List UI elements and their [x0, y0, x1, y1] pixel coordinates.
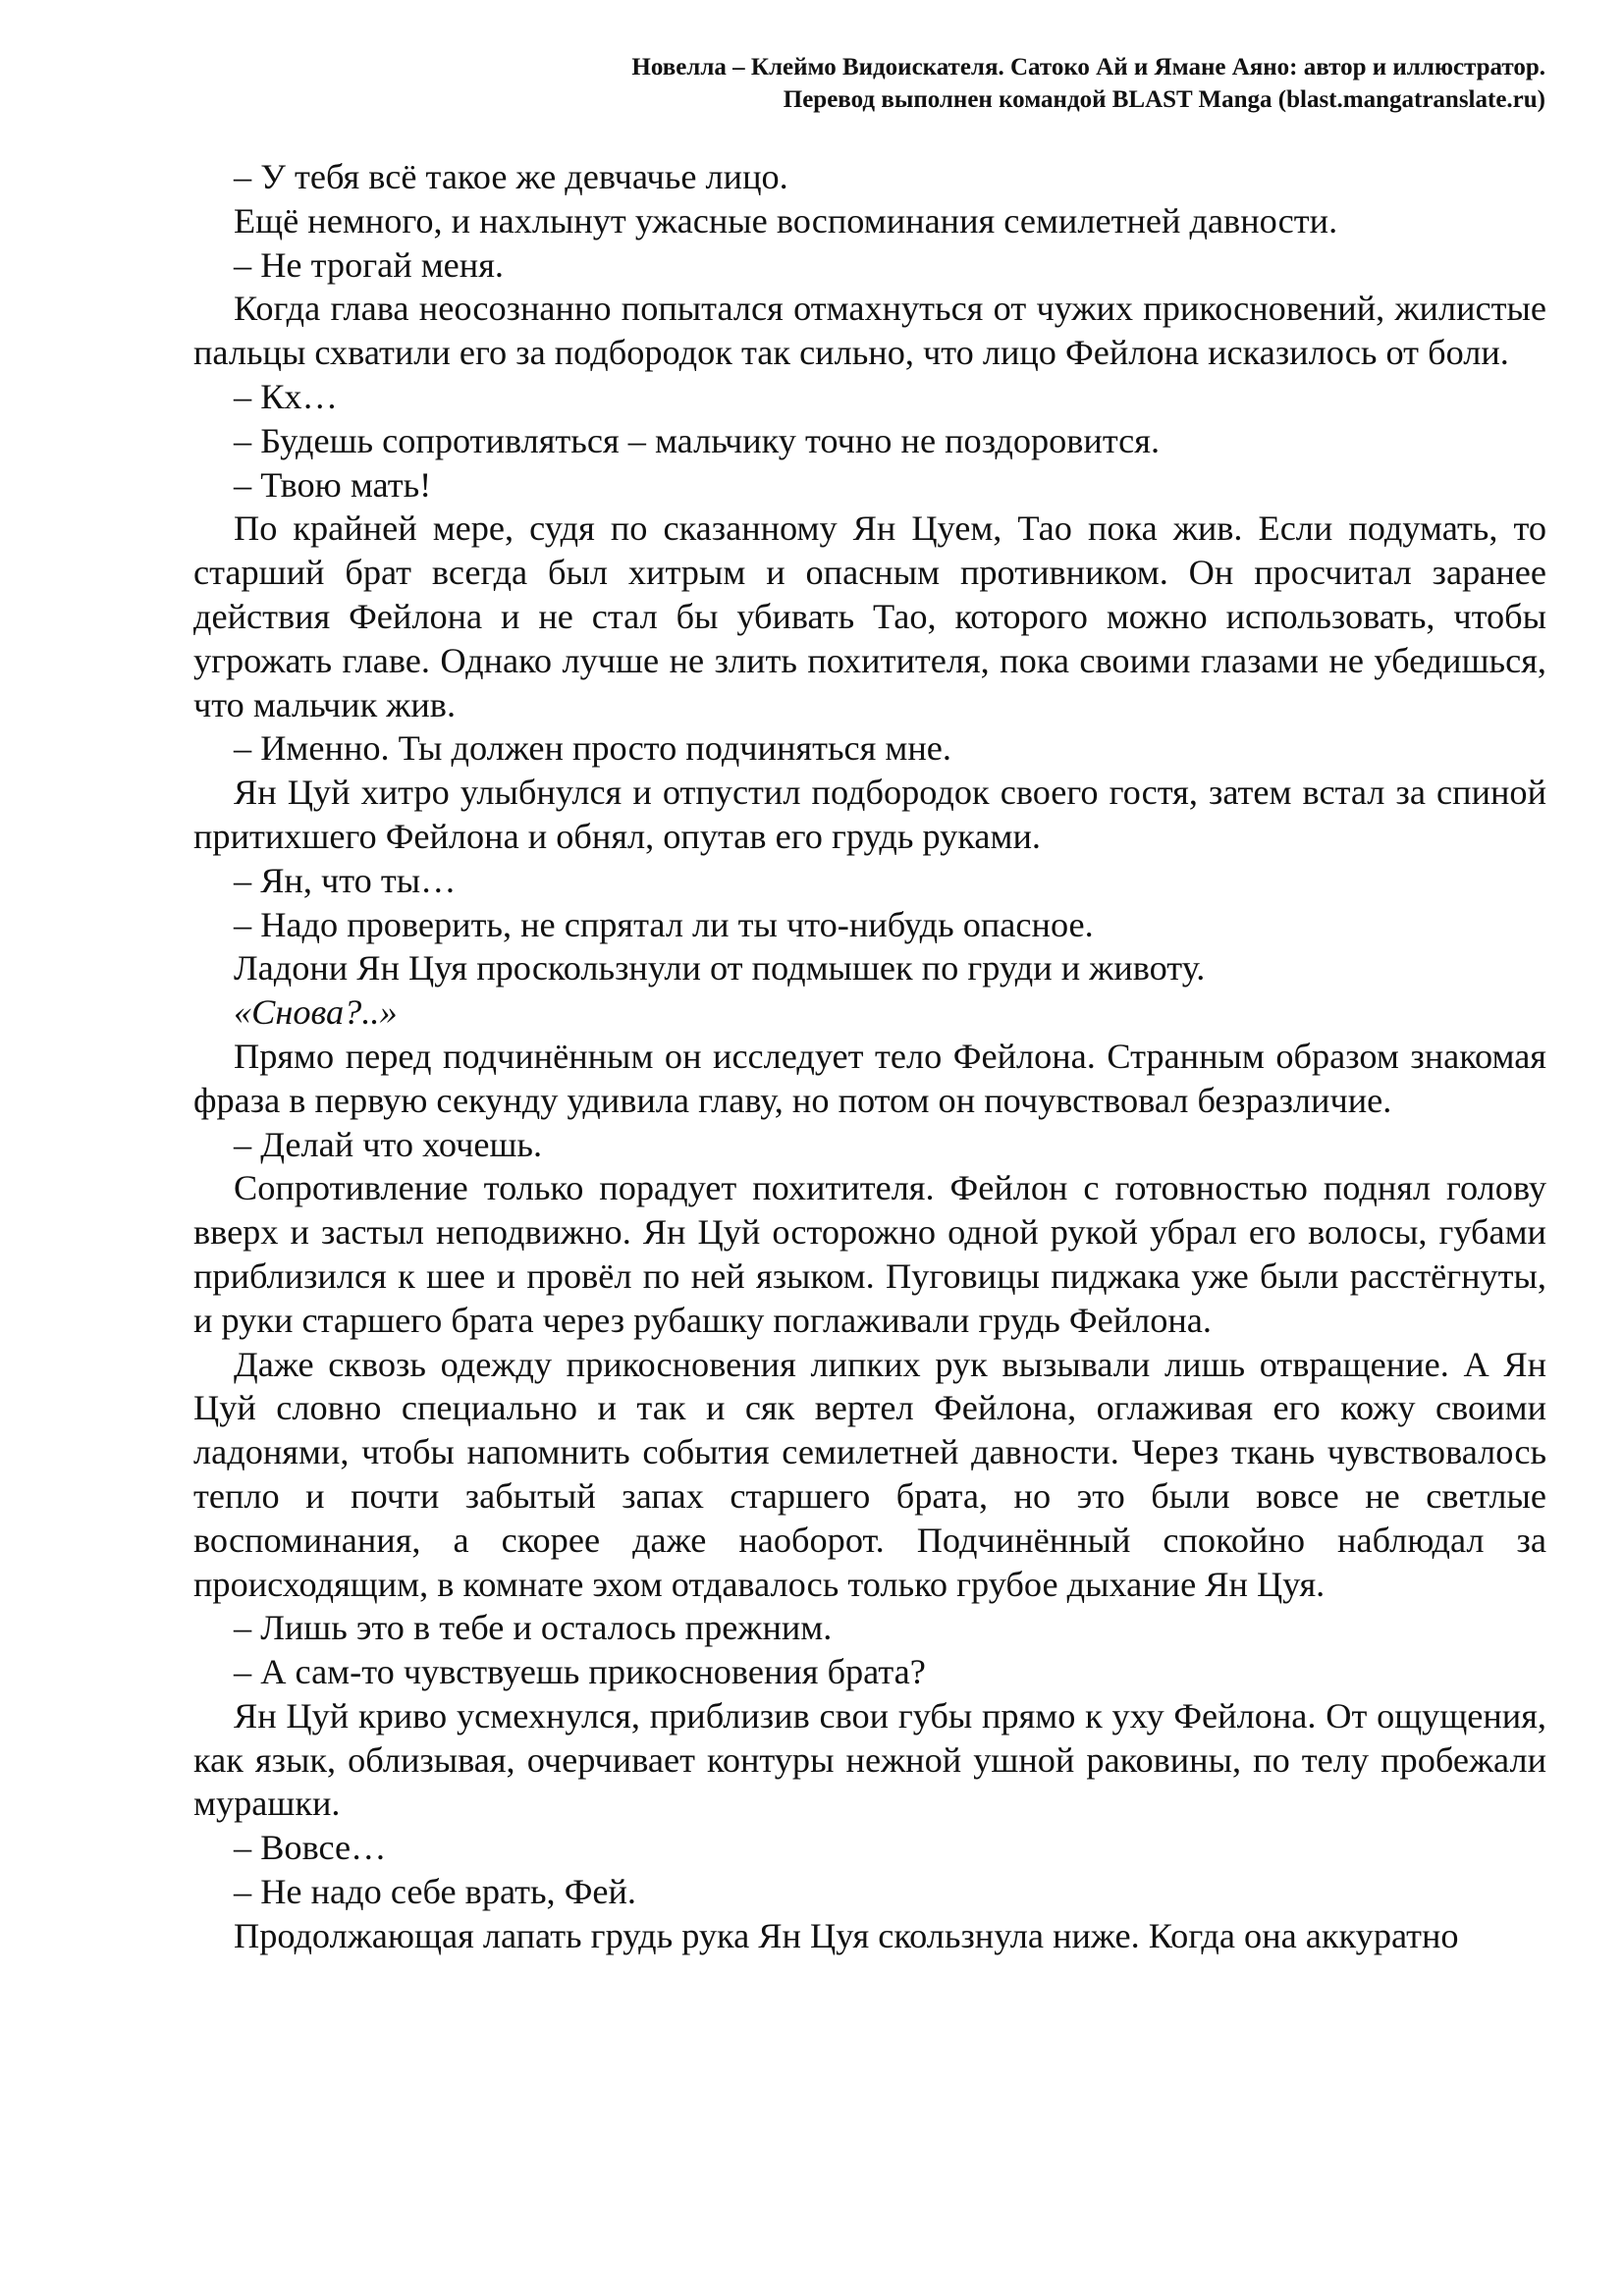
paragraph: Когда глава неосознанно попытался отмахнуться от чужих прикосновений, жилистые пальцы схватили его за подбородок так сильно, что лицо Фейлона исказилось от боли. — [193, 289, 1546, 373]
paragraph: – Не надо себе врать, Фей. — [234, 1872, 636, 1912]
paragraph: – Кх… — [234, 376, 338, 416]
paragraph: Ладони Ян Цуя проскользнули от подмышек по груди и животу. — [234, 948, 1206, 988]
paragraph: – Не трогай меня. — [234, 244, 504, 285]
paragraph: – А сам-то чувствуешь прикосновения брата? — [234, 1652, 926, 1692]
body-text — [193, 155, 1546, 1958]
header-line-title: Новелла – Клеймо Видоискателя. Сатоко Ай и Ямане Аяно: автор и иллюстратор. — [631, 54, 1545, 80]
paragraph: – У тебя всё такое же девчачье лицо. — [234, 157, 788, 196]
paragraph: Продолжающая лапать грудь рука Ян Цуя скользнула ниже. Когда она аккуратно — [234, 1915, 1459, 1955]
paragraph: – Лишь это в тебе и осталось прежним. — [234, 1608, 833, 1648]
header-line-credits: Перевод выполнен командой BLAST Manga (blast.mangatranslate.ru) — [783, 86, 1545, 113]
paragraph: – Ян, что ты… — [234, 860, 457, 900]
paragraph: – Надо проверить, не спрятал ли ты что-нибудь опасное. — [234, 904, 1094, 944]
paragraph: – Будешь сопротивляться – мальчику точно не поздоровится. — [234, 420, 1161, 460]
paragraph: Ещё немного, и нахлынут ужасные воспоминания семилетней давности. — [234, 200, 1338, 240]
paragraph: Даже сквозь одежду прикосновения липких рук вызывали лишь отвращение. А Ян Цуй словно специально и так и сяк вертел Фейлона, оглаживая его кожу своими ладонями, чтобы напомнить события семилетней давности. Через ткань чувствовалось тепло и почти забытый запах старшего брата, но это были вовсе не светлые воспоминания, а скорее даже наоборот. Подчинённый спокойно наблюдал за происходящим, в комнате эхом отдавалось только грубое дыхание Ян Цуя. — [193, 1344, 1546, 1604]
paragraph: По крайней мере, судя по сказанному Ян Цуем, Тао пока жив. Если подумать, то старший брат всегда был хитрым и опасным противником. Он просчитал заранее действия Фейлона и не стал бы убивать Тао, которого можно использовать, чтобы угрожать главе. Однако лучше не злить похитителя, пока своими глазами не убедишься, что мальчик жив. — [193, 508, 1546, 724]
paragraph: Прямо перед подчинённым он исследует тело Фейлона. Странным образом знакомая фраза в первую секунду удивила главу, но потом он почувствовал безразличие. — [193, 1036, 1546, 1120]
paragraph: Ян Цуй хитро улыбнулся и отпустил подбородок своего гостя, затем встал за спиной притихшего Фейлона и обнял, опутав его грудь руками. — [193, 773, 1546, 856]
paragraph: – Делай что хочешь. — [234, 1124, 543, 1164]
paragraph: Ян Цуй криво усмехнулся, приблизив свои губы прямо к уху Фейлона. От ощущения, как язык, облизывая, очерчивает контуры нежной ушной раковины, по телу пробежали мурашки. — [193, 1695, 1546, 1824]
paragraph: – Твою мать! — [234, 464, 432, 505]
paragraph: – Именно. Ты должен просто подчиняться мне. — [234, 728, 951, 769]
page-header — [171, 51, 1545, 116]
paragraph: – Вовсе… — [234, 1828, 387, 1868]
paragraph: «Снова?..» — [234, 992, 398, 1033]
paragraph: Сопротивление только порадует похитителя. Фейлон с готовностью поднял голову вверх и застыл неподвижно. Ян Цуй осторожно одной рукой убрал его волосы, губами приблизился к шее и провёл по ней языком. Пуговицы пиджака уже были расстёгнуты, и руки старшего брата через рубашку поглаживали грудь Фейлона. — [193, 1168, 1546, 1340]
